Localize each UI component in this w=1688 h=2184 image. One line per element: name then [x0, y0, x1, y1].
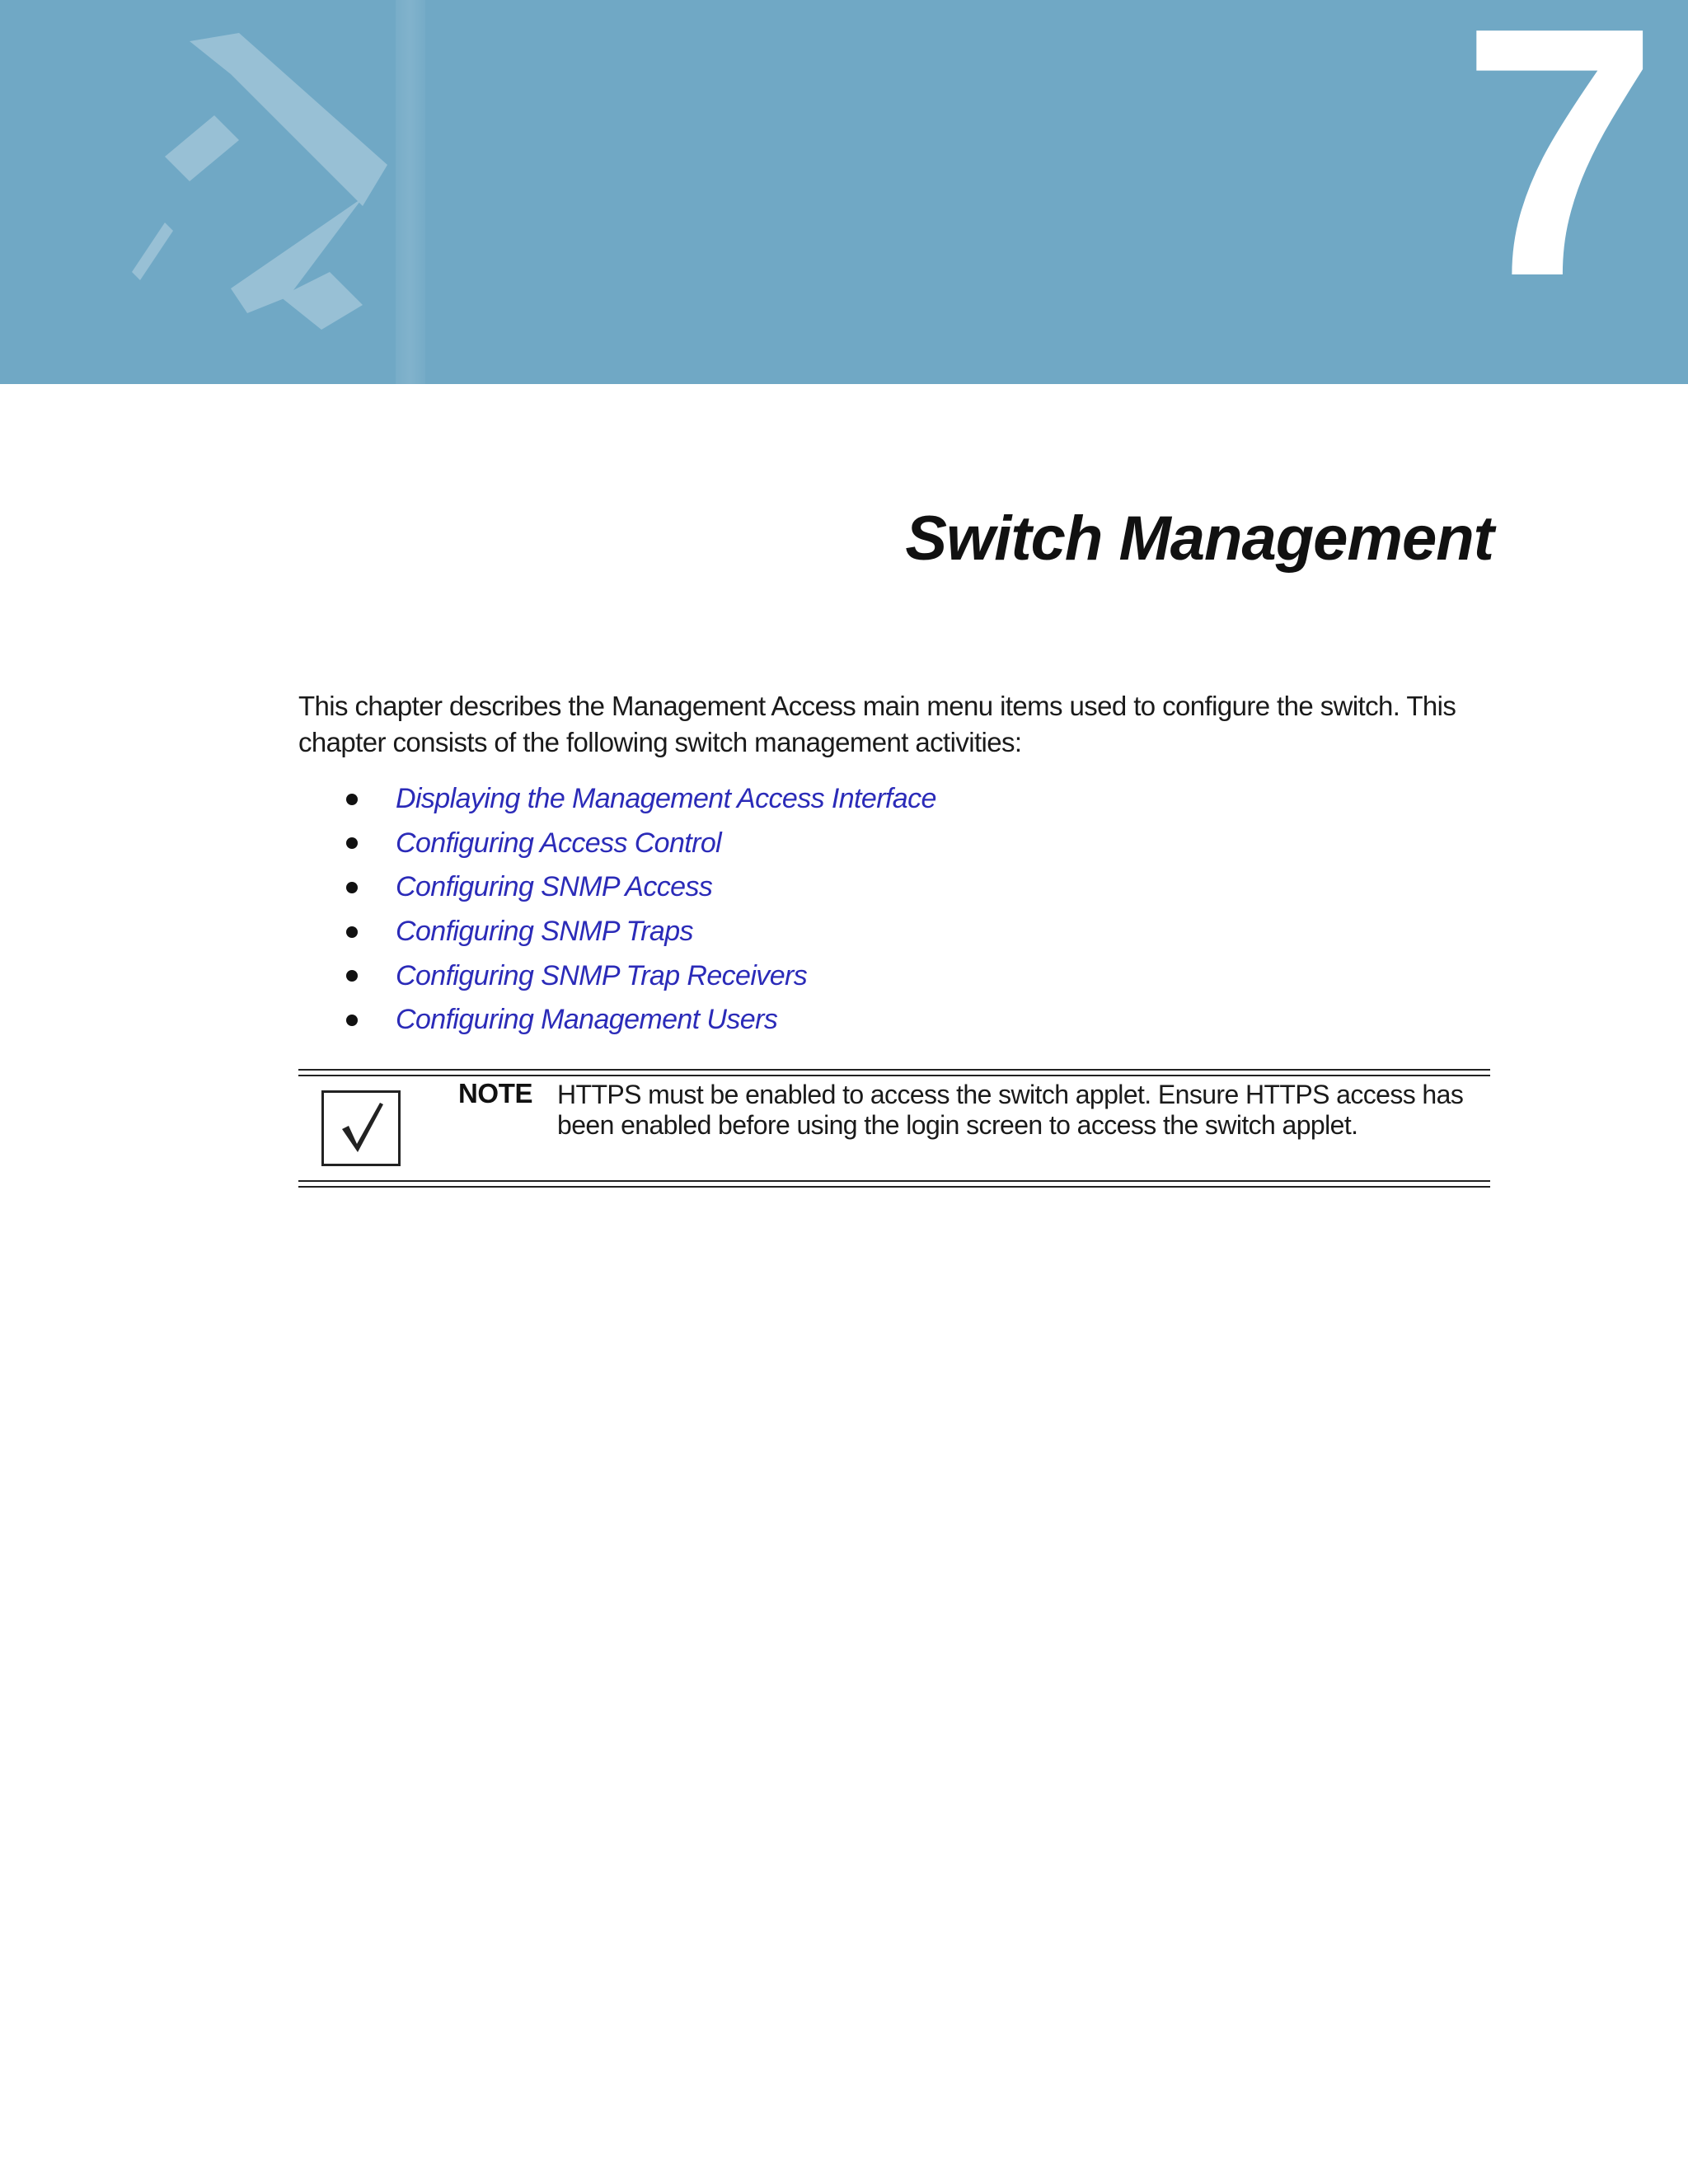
- list-item: [346, 865, 936, 910]
- bullet-icon: [346, 837, 358, 849]
- list-item: [346, 822, 936, 866]
- chapter-banner: [0, 0, 1688, 384]
- list-item: [346, 998, 936, 1043]
- link-displaying-management-access-interface[interactable]: Displaying the Management Access Interface: [396, 783, 936, 815]
- note-bottom-rule-inner: [298, 1186, 1490, 1188]
- note-label: NOTE: [458, 1078, 533, 1108]
- bullet-icon: [346, 794, 358, 805]
- link-configuring-snmp-traps[interactable]: Configuring SNMP Traps: [396, 916, 693, 948]
- bullet-icon: [346, 882, 358, 893]
- intro-paragraph: This chapter describes the Management Access main menu items used to configure the switch. This chapter consists of the following switch management activities:: [298, 691, 1456, 757]
- list-item: [346, 777, 936, 822]
- note-top-rule-inner: [298, 1075, 1490, 1076]
- note-top-rule: [298, 1069, 1490, 1071]
- link-configuring-snmp-access[interactable]: Configuring SNMP Access: [396, 871, 713, 903]
- note-bottom-rule: [298, 1180, 1490, 1182]
- chapter-number: 7: [1461, 0, 1650, 350]
- bullet-icon: [346, 1015, 358, 1026]
- link-configuring-snmp-trap-receivers[interactable]: Configuring SNMP Trap Receivers: [396, 959, 808, 991]
- list-item: [346, 954, 936, 998]
- chapter-title: Switch Management: [905, 504, 1493, 574]
- checkmark-glyph: [324, 1093, 398, 1164]
- checkmark-icon: [321, 1090, 401, 1166]
- note-text: HTTPS must be enabled to access the switch applet. Ensure HTTPS access has been enabled before using the login screen to access the switch applet.: [557, 1080, 1464, 1140]
- link-configuring-management-users[interactable]: Configuring Management Users: [396, 1004, 778, 1036]
- bullet-icon: [346, 926, 358, 938]
- banner-stripe: [396, 0, 425, 384]
- activity-list: [346, 777, 936, 1043]
- bullet-icon: [346, 970, 358, 982]
- link-configuring-access-control[interactable]: Configuring Access Control: [396, 827, 722, 859]
- list-item: [346, 910, 936, 954]
